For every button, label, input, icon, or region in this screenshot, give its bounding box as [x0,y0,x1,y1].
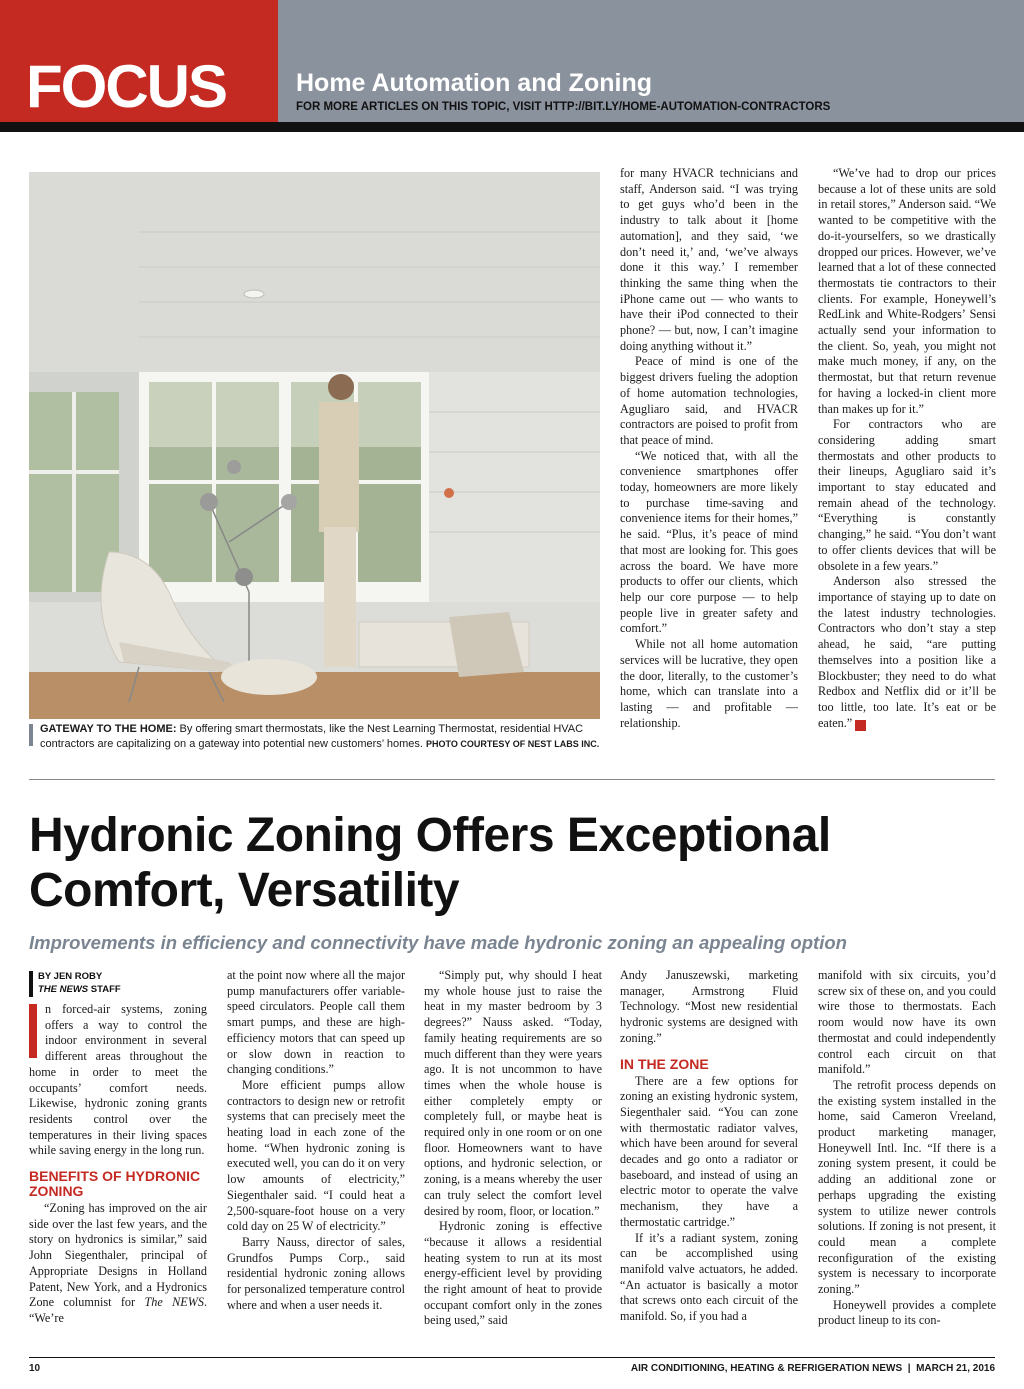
top-article-column-2 [818,166,996,731]
byline [38,970,121,996]
footer-separator: | [907,1363,911,1374]
main-article-column-3 [424,968,602,1329]
paragraph: at the point now where all the major pump manufacturers offer variable-speed circulators. People call them smart pumps, and these are high-efficiency motors that can speed up or slow down in reaction to changing conditions.” [227,968,405,1077]
paragraph: Peace of mind is one of the biggest drivers fueling the adoption of home automation technologies, Agugliaro said, and HVACR contractors are poised to profit from that peace of mind. [620,354,798,447]
article-photo [29,172,600,719]
paragraph: for many HVACR technicians and staff, Anderson said. “I was trying to get guys who’d been in the industry to talk about it [home automation], and they said, ‘we don’t need it,’ and, ‘we’ve always done it this way.’ I remember thinking the same thing when the iPhone came out — who wants to have their iPod connected to their phone? — but, now, I can’t imagine doing anything without it.” [620,166,798,353]
publication-title: AIR CONDITIONING, HEATING & REFRIGERATION NEWS [630,1363,903,1374]
paragraph: “We’ve had to drop our prices because a lot of these units are sold in retail stores,” Anderson said. “We wanted to be competitive with the do-it-yourselfers, so we drastically dropped our prices. However, we’ve learned that a lot of these connected thermostats tie contractors to their clients. For example, Honeywell’s RedLink and White-Rodgers’ Sensi actually send your information to the client. So, yeah, you might not make much money, if any, on the thermostat, but that return revenue for having a locked-in client more than makes up for it.” [818,166,996,416]
page-number: 10 [29,1363,41,1374]
paragraph: Honeywell provides a complete product lineup to its con- [818,1297,996,1328]
subhead-in-the-zone: IN THE ZONE [620,1055,709,1072]
paragraph: More efficient pumps allow contractors to design new or retrofit systems that can precisely meet the heating load in each zone of the home. “When hydronic zoning is executed well, you can do it on very low amounts of electricity,” Siegenthaler said. “I could heat a 2,500-square-foot house on a very cold day on 25 W of electricity.” [227,1077,405,1234]
paragraph: n forced-air systems, zoning offers a way to control the indoor environment in several different areas throughout the home in order to meet the occupants’ comfort needs. Likewise, hydronic zoning grants residents control over the temperatures in their living spaces while saving energy in the long run. [29,1002,207,1158]
main-article-column-5 [818,968,996,1329]
more-articles-link[interactable]: FOR MORE ARTICLES ON THIS TOPIC, VISIT HTTP://BIT.LY/HOME-AUTOMATION-CONTRACTORS [296,101,831,113]
paragraph-text: Anderson also stressed the importance of staying up to date on the latest industry technologies. Contractors who don’t stay a step ahead, he said, “are putting themselves into a position like a Blockbuster; they need to do what Redbox and Netflix did or it’ll be too little, too late. It’s eat or be eaten.” [818,574,996,730]
main-article-column-2 [227,968,405,1313]
main-article-column-1 [29,1002,207,1327]
photo-caption [40,722,600,752]
paragraph: “We noticed that, with all the convenience smartphones offer today, homeowners are more likely to purchase time-saving and convenience items for their homes,” he said. “Plus, it’s peace of mind that most are looking for. This goes across the board. We have more products to offer our clients, which help our core purpose — to help people live in greater safety and comfort.” [620,448,798,636]
issue-date: MARCH 21, 2016 [916,1363,995,1374]
paragraph: manifold with six circuits, you’d screw six of these on, and you could wire those to thermostats. Each room would now have its own thermostat and could independently control each circuit on that manifold.” [818,968,996,1077]
header-rule [0,122,1024,132]
paragraph: Andy Januszewski, marketing manager, Armstrong Fluid Technology. “Most new residential hydronic systems are designed with zoning.” [620,968,798,1045]
paragraph: Barry Nauss, director of sales, Grundfos Pumps Corp., said residential hydronic zoning allows for personalized temperature control where and when a user needs it. [227,1234,405,1312]
article-headline: Hydronic Zoning Offers Exceptional Comfort, Versatility [29,809,831,917]
paragraph-text-end: . “We’re [29,1295,207,1325]
byline-accent-bar [29,971,33,997]
paragraph: The retrofit process depends on the existing system installed in the home, said Cameron Vreeland, product marketing manager, Honeywell Intl. Inc. “If there is a zoning system present, it could be adding an additional zone or perhaps upgrading the existing system to utilize newer controls solutions. If zoning is not present, it could mean a complete reconfiguration of the existing system is necessary to incorporate zoning.” [818,1077,996,1297]
paragraph: If it’s a radiant system, zoning can be accomplished using manifold valve actuators, he added. “An actuator is basically a motor that screws onto each circuit of the manifold. So, if you had a [620,1230,798,1324]
caption-text: By offering smart thermostats, like the Nest Learning Thermostat, residential HVAC contractors are capitalizing on a gateway into potential new customers’ homes. [40,723,584,750]
living-room-photo [29,172,600,719]
footer-publication [631,1362,995,1376]
footer-rule [29,1357,995,1358]
staff-label: STAFF [88,984,121,995]
caption-lead: GATEWAY TO THE HOME: [40,723,177,735]
top-article-column-1 [620,166,798,731]
publication-name: The NEWS [144,1295,204,1310]
staff-publication: THE NEWS [38,984,89,995]
topic-title: Home Automation and Zoning [296,69,652,97]
paragraph: For contractors who are considering adding smart thermostats and other products to their lineups, Agugliaro said it’s important to stay educated and remain ahead of the technology. “Everything is constantly changing,” he said. “You don’t want to offer clients devices that will be obsolete in a few years.” [818,417,996,573]
paragraph: Hydronic zoning is effective “because it allows a residential heating system to run at its most energy-efficient level by providing the right amount of heat to provide occupant comfort only in the zones being used,” said [424,1219,602,1328]
paragraph: While not all home automation services will be lucrative, they open the door, literally, to the customer’s home, which can translate into a lasting — and profitable — relationship. [620,637,798,730]
section-label: FOCUS [26,53,226,120]
author: BY JEN ROBY [38,971,103,982]
paragraph [29,1201,207,1327]
drop-cap-i [29,1004,37,1058]
paragraph: “Simply put, why should I heat my whole house just to raise the heat in my master bedroom by 3 degrees?” Nauss asked. “Today, family heating requirements are so much different than they were years ago. It is not uncommon to have times when the whole house is either completely empty or completely full, or maybe heat is required only in one room or on one floor. Homeowners want to have options, and hydronic selection, or zoning, is a means whereby the user can truly select the comfort level desired by room, floor, or location.” [424,968,602,1218]
paragraph-text: “Zoning has improved on the air side over the last few years, and the story on hydronics is similar,” said John Siegenthaler, principal of Appropriate Designs in Holland Patent, New York, and a Hydronics Zone columnist for [29,1201,207,1310]
paragraph [818,574,996,731]
subhead-benefits: BENEFITS OF HYDRONIC ZONING [29,1168,201,1200]
photo-credit: PHOTO COURTESY OF NEST LABS INC. [426,739,600,749]
main-article-column-4 [620,968,798,1325]
caption-accent-bar [29,724,33,746]
article-divider [29,779,995,780]
end-mark-icon: N [855,720,866,731]
paragraph: There are a few options for zoning an existing hydronic system, Siegenthaler said. “You can zone with thermostatic radiator valves, which have been around for several decades and go onto a radiator or baseboard, and instead of using an electric motor to operate the valve mechanism, they have a thermostatic cartridge.” [620,1073,798,1229]
article-deck: Improvements in efficiency and connectivity have made hydronic zoning an appealing option [29,932,847,953]
